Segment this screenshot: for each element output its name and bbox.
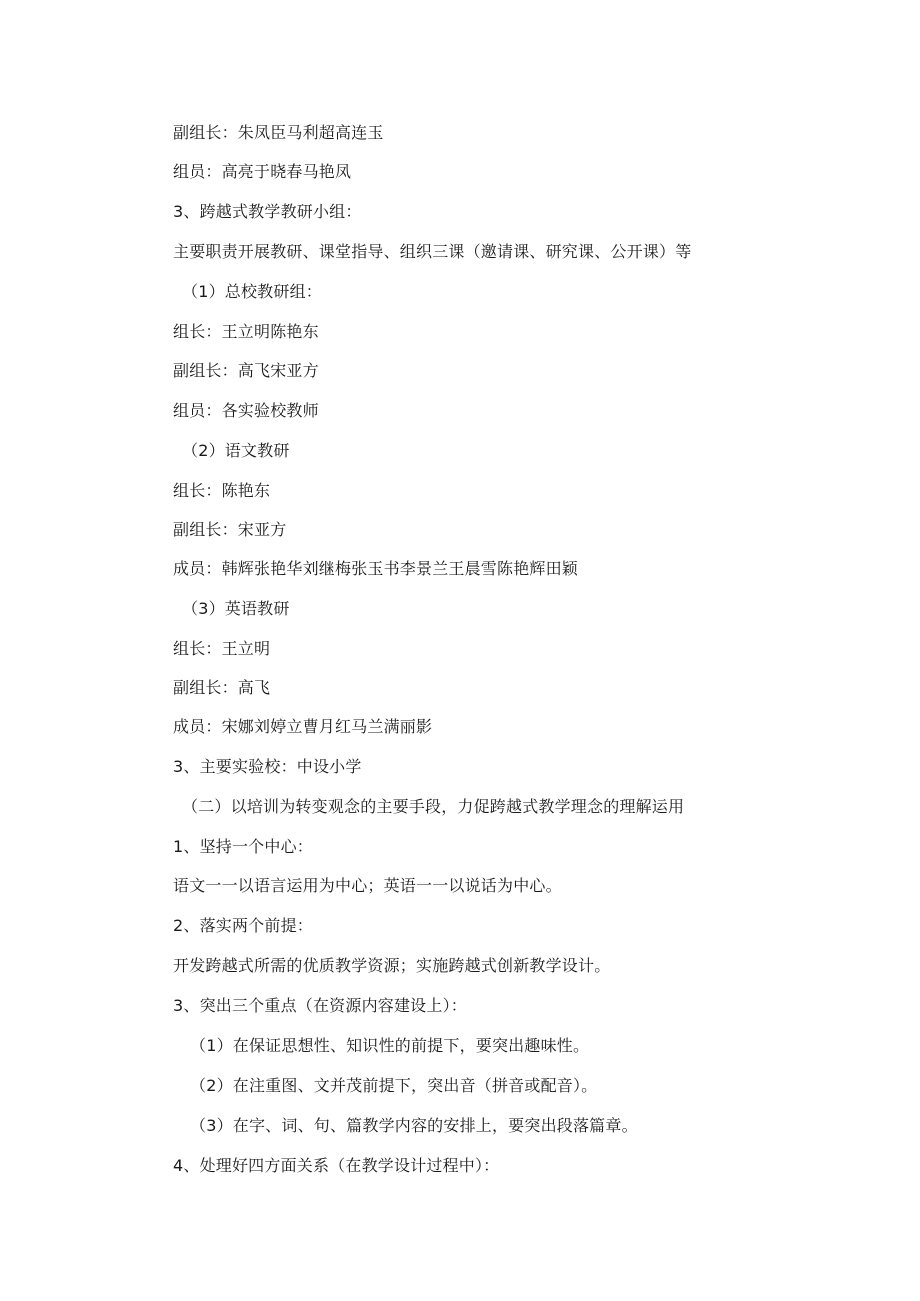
point-three-focus: 3、突出三个重点（在资源内容建设上）： (173, 996, 467, 1015)
section-heading-training: （二）以培训为转变观念的主要手段，力促跨越式教学理念的理解运用 (182, 797, 685, 816)
point-three-item-2: （2）在注重图、文并茂前提下，突出音（拼音或配音）。 (190, 1076, 598, 1095)
members-line-1: 组员：高亮于晓春马艳凤 (173, 162, 352, 181)
section-heading-teaching-research-group: 3、跨越式教学教研小组： (173, 202, 362, 221)
subheading-chinese-research: （2）语文教研 (182, 441, 290, 460)
subheading-general-school-group: （1）总校教研组： (182, 282, 322, 301)
point-two-premises: 2、落实两个前提： (173, 916, 313, 935)
subheading-english-research: （3）英语教研 (182, 599, 290, 618)
deputy-leader-line-english: 副组长：高飞 (173, 678, 271, 697)
main-duties-line: 主要职责开展教研、课堂指导、组织三课（邀请课、研究课、公开课）等 (173, 242, 692, 261)
deputy-leaders-line-general: 副组长：高飞宋亚方 (173, 361, 319, 380)
deputy-leader-line-chinese: 副组长：宋亚方 (173, 520, 287, 539)
point-three-item-3: （3）在字、词、句、篇教学内容的安排上，要突出段落篇章。 (190, 1116, 638, 1135)
members-line-chinese: 成员：韩辉张艳华刘继梅张玉书李景兰王晨雪陈艳辉田颖 (173, 559, 579, 578)
leaders-line-general: 组长：王立明陈艳东 (173, 322, 319, 341)
point-one-detail: 语文一一以语言运用为中心；英语一一以说话为中心。 (173, 876, 562, 895)
deputy-leaders-line-1: 副组长：朱凤臣马利超高连玉 (173, 123, 384, 142)
main-experimental-school-line: 3、主要实验校：中设小学 (173, 757, 362, 776)
leader-line-chinese: 组长：陈艳东 (173, 481, 271, 500)
point-three-item-1: （1）在保证思想性、知识性的前提下，要突出趣味性。 (190, 1036, 590, 1055)
members-line-english: 成员：宋娜刘婷立曹月红马兰满丽影 (173, 717, 433, 736)
leader-line-english: 组长：王立明 (173, 639, 271, 658)
point-four-relations: 4、处理好四方面关系（在教学设计过程中）： (173, 1156, 500, 1175)
point-two-detail: 开发跨越式所需的优质教学资源；实施跨越式创新教学设计。 (173, 956, 611, 975)
point-one-center: 1、坚持一个中心： (173, 837, 313, 856)
members-line-general: 组员：各实验校教师 (173, 401, 319, 420)
